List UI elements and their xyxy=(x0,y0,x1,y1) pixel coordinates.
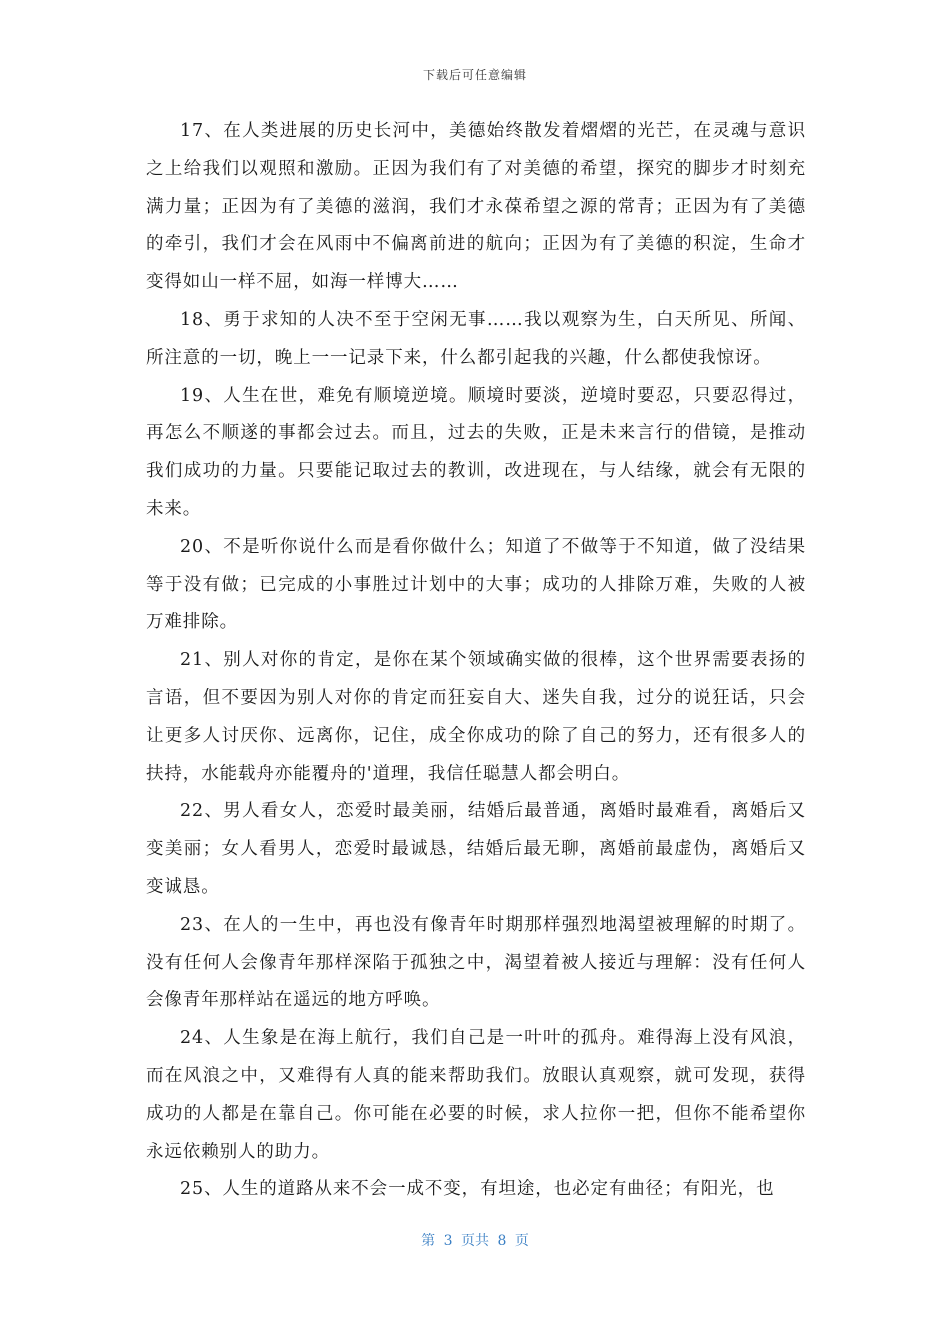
footer-prefix: 第 xyxy=(421,1233,436,1249)
paragraph-24: 24、人生象是在海上航行，我们自己是一叶叶的孤舟。难得海上没有风浪，而在风浪之中，又难得有人真的能来帮助我们。放眼认真观察，就可发现，获得成功的人都是在靠自己。你可能在必要的时候，求人拉你一把，但你不能希望你永远依赖别人的助力。 xyxy=(146,1028,806,1162)
footer-suffix: 页 xyxy=(514,1233,529,1249)
paragraph-19: 19、人生在世，难免有顺境逆境。顺境时要淡，逆境时要忍，只要忍得过，再怎么不顺遂的事都会过去。而且，过去的失败，正是未来言行的借镜，是推动我们成功的力量。只要能记取过去的教训，改进现在，与人结缘，就会有无限的未来。 xyxy=(146,385,806,519)
document-body xyxy=(146,113,806,1209)
footer-total-pages: 8 xyxy=(497,1233,507,1249)
page-footer xyxy=(0,1230,950,1250)
page-header: 下载后可任意编辑 xyxy=(422,68,527,82)
paragraph-20: 20、不是听你说什么而是看你做什么；知道了不做等于不知道，做了没结果等于没有做；已完成的小事胜过计划中的大事；成功的人排除万难，失败的人被万难排除。 xyxy=(146,536,806,633)
paragraph-25: 25、人生的道路从来不会一成不变，有坦途，也必定有曲径；有阳光，也 xyxy=(180,1179,775,1200)
footer-current-page: 3 xyxy=(443,1233,453,1249)
footer-middle: 页共 xyxy=(461,1233,489,1249)
paragraph-21: 21、别人对你的肯定，是你在某个领域确实做的很棒，这个世界需要表扬的言语，但不要因为别人对你的肯定而狂妄自大、迷失自我，过分的说狂话，只会让更多人讨厌你、远离你，记住，成全你成功的除了自己的努力，还有很多人的扶持，水能载舟亦能覆舟的'道理，我信任聪慧人都会明白。 xyxy=(146,650,806,784)
paragraph-23: 23、在人的一生中，再也没有像青年时期那样强烈地渴望被理解的时期了。没有任何人会像青年那样深陷于孤独之中，渴望着被人接近与理解：没有任何人会像青年那样站在遥远的地方呼唤。 xyxy=(146,914,806,1011)
paragraph-17: 17、在人类进展的历史长河中，美德始终散发着熠熠的光芒，在灵魂与意识之上给我们以观照和激励。正因为我们有了对美德的希望，探究的脚步才时刻充满力量；正因为有了美德的滋润，我们才永葆希望之源的常青；正因为有了美德的牵引，我们才会在风雨中不偏离前进的航向；正因为有了美德的积淀，生命才变得如山一样不屈，如海一样博大…… xyxy=(146,121,806,293)
paragraph-22: 22、男人看女人，恋爱时最美丽，结婚后最普通，离婚时最难看，离婚后又变美丽；女人看男人，恋爱时最诚恳，结婚后最无聊，离婚前最虚伪，离婚后又变诚恳。 xyxy=(146,801,806,897)
paragraph-18: 18、勇于求知的人决不至于空闲无事……我以观察为生，白天所见、所闻、所注意的一切，晚上一一记录下来，什么都引起我的兴趣，什么都使我惊讶。 xyxy=(146,309,806,368)
